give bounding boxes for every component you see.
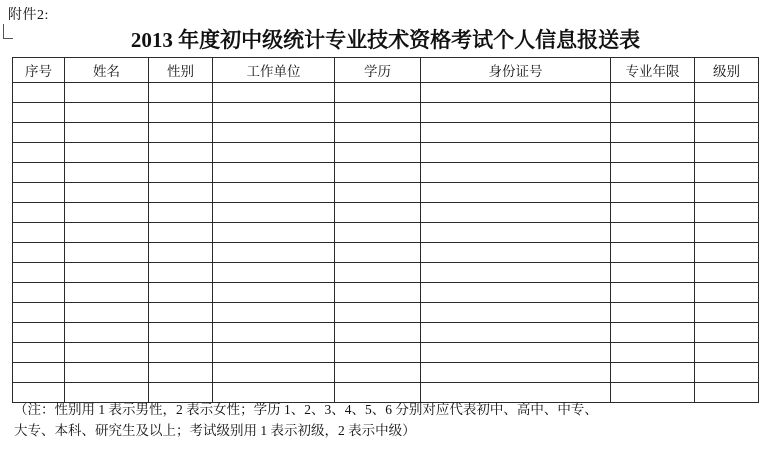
cell-level[interactable] [695,103,759,123]
table-row[interactable] [13,323,759,343]
cell-gender[interactable] [149,363,213,383]
cell-serial[interactable] [13,203,65,223]
cell-years[interactable] [611,123,695,143]
cell-level[interactable] [695,343,759,363]
cell-work-unit[interactable] [213,83,335,103]
cell-level[interactable] [695,243,759,263]
cell-id-number[interactable] [421,243,611,263]
cell-level[interactable] [695,163,759,183]
cell-gender[interactable] [149,223,213,243]
table-row[interactable] [13,283,759,303]
cell-serial[interactable] [13,303,65,323]
table-body [13,83,759,403]
cell-id-number[interactable] [421,263,611,283]
cell-years[interactable] [611,323,695,343]
page-title: 2013 年度初中级统计专业技术资格考试个人信息报送表 [130,28,641,52]
cell-id-number[interactable] [421,83,611,103]
cell-education[interactable] [335,283,421,303]
cell-gender[interactable] [149,343,213,363]
cell-level[interactable] [695,323,759,343]
cell-work-unit[interactable] [213,143,335,163]
cell-education[interactable] [335,263,421,283]
cell-work-unit[interactable] [213,223,335,243]
cell-level[interactable] [695,183,759,203]
cell-serial[interactable] [13,123,65,143]
cell-name[interactable] [65,183,149,203]
form-note-line-1: （注：性别用 1 表示男性，2 表示女性；学历 1、2、3、4、5、6 分别对应代表初中、高中、中专、 [14,402,598,417]
cell-work-unit[interactable] [213,263,335,283]
cell-years[interactable] [611,243,695,263]
cell-years[interactable] [611,343,695,363]
cell-id-number[interactable] [421,123,611,143]
cell-serial[interactable] [13,263,65,283]
cell-gender[interactable] [149,163,213,183]
cell-serial[interactable] [13,363,65,383]
column-header-serial: 序号 [13,58,65,83]
cell-name[interactable] [65,203,149,223]
cell-name[interactable] [65,223,149,243]
table-row[interactable] [13,163,759,183]
cell-gender[interactable] [149,123,213,143]
form-note-line-2: 大专、本科、研究生及以上；考试级别用 1 表示初级，2 表示中级） [14,423,416,438]
cell-years[interactable] [611,163,695,183]
table-row[interactable] [13,83,759,103]
cell-work-unit[interactable] [213,343,335,363]
cell-years[interactable] [611,143,695,163]
cell-serial[interactable] [13,243,65,263]
cell-education[interactable] [335,323,421,343]
cell-name[interactable] [65,143,149,163]
cell-serial[interactable] [13,283,65,303]
cell-name[interactable] [65,323,149,343]
cell-serial[interactable] [13,323,65,343]
table-row[interactable] [13,103,759,123]
cell-gender[interactable] [149,83,213,103]
cell-education[interactable] [335,143,421,163]
cell-level[interactable] [695,363,759,383]
cell-name[interactable] [65,303,149,323]
cell-gender[interactable] [149,323,213,343]
cell-serial[interactable] [13,143,65,163]
cell-education[interactable] [335,223,421,243]
cell-level[interactable] [695,223,759,243]
cell-id-number[interactable] [421,363,611,383]
table-row[interactable] [13,363,759,383]
cell-years[interactable] [611,263,695,283]
cell-id-number[interactable] [421,283,611,303]
column-header-name: 姓名 [65,58,149,83]
form-note [14,400,758,441]
cell-name[interactable] [65,283,149,303]
cell-education[interactable] [335,83,421,103]
table-row[interactable] [13,303,759,323]
cell-level[interactable] [695,143,759,163]
attachment-label: 附件2: [8,8,49,23]
cell-id-number[interactable] [421,223,611,243]
cell-work-unit[interactable] [213,323,335,343]
cell-gender[interactable] [149,103,213,123]
cell-work-unit[interactable] [213,203,335,223]
cell-id-number[interactable] [421,163,611,183]
cell-level[interactable] [695,203,759,223]
cell-education[interactable] [335,163,421,183]
cell-education[interactable] [335,243,421,263]
cell-level[interactable] [695,123,759,143]
cell-id-number[interactable] [421,203,611,223]
cell-gender[interactable] [149,203,213,223]
table-row[interactable] [13,143,759,163]
cell-level[interactable] [695,283,759,303]
cell-years[interactable] [611,363,695,383]
cell-education[interactable] [335,183,421,203]
cell-work-unit[interactable] [213,183,335,203]
cell-serial[interactable] [13,83,65,103]
cell-name[interactable] [65,103,149,123]
cell-years[interactable] [611,283,695,303]
personal-info-table [12,57,759,403]
cell-id-number[interactable] [421,323,611,343]
cell-serial[interactable] [13,343,65,363]
cell-gender[interactable] [149,183,213,203]
cell-work-unit[interactable] [213,303,335,323]
cell-name[interactable] [65,123,149,143]
cell-level[interactable] [695,263,759,283]
cell-id-number[interactable] [421,183,611,203]
cell-gender[interactable] [149,263,213,283]
cell-serial[interactable] [13,223,65,243]
cell-work-unit[interactable] [213,283,335,303]
cell-years[interactable] [611,83,695,103]
column-header-years-of-experience: 专业年限 [611,58,695,83]
cell-serial[interactable] [13,163,65,183]
cell-serial[interactable] [13,103,65,123]
cell-education[interactable] [335,123,421,143]
table-row[interactable] [13,183,759,203]
cell-work-unit[interactable] [213,123,335,143]
cell-name[interactable] [65,343,149,363]
cell-work-unit[interactable] [213,363,335,383]
cell-name[interactable] [65,363,149,383]
cell-gender[interactable] [149,243,213,263]
cell-id-number[interactable] [421,103,611,123]
table-row[interactable] [13,123,759,143]
table-row[interactable] [13,343,759,363]
cell-level[interactable] [695,303,759,323]
cell-education[interactable] [335,303,421,323]
cell-name[interactable] [65,163,149,183]
column-header-level: 级别 [695,58,759,83]
cell-gender[interactable] [149,143,213,163]
cell-years[interactable] [611,183,695,203]
cell-work-unit[interactable] [213,103,335,123]
table-row[interactable] [13,223,759,243]
cell-gender[interactable] [149,283,213,303]
cell-education[interactable] [335,343,421,363]
cell-years[interactable] [611,223,695,243]
cell-education[interactable] [335,203,421,223]
cell-name[interactable] [65,83,149,103]
cell-years[interactable] [611,203,695,223]
table-row[interactable] [13,263,759,283]
column-header-work-unit: 工作单位 [213,58,335,83]
cell-gender[interactable] [149,303,213,323]
column-header-id-number: 身份证号 [421,58,611,83]
cell-id-number[interactable] [421,343,611,363]
table-row[interactable] [13,203,759,223]
cell-education[interactable] [335,363,421,383]
cell-level[interactable] [695,83,759,103]
cell-serial[interactable] [13,183,65,203]
cell-education[interactable] [335,103,421,123]
table-row[interactable] [13,243,759,263]
cell-name[interactable] [65,263,149,283]
column-header-education: 学历 [335,58,421,83]
table-header-row [13,58,759,83]
column-header-gender: 性别 [149,58,213,83]
cell-name[interactable] [65,243,149,263]
cell-years[interactable] [611,103,695,123]
cell-work-unit[interactable] [213,163,335,183]
cell-years[interactable] [611,303,695,323]
cell-id-number[interactable] [421,143,611,163]
cell-id-number[interactable] [421,303,611,323]
cell-work-unit[interactable] [213,243,335,263]
